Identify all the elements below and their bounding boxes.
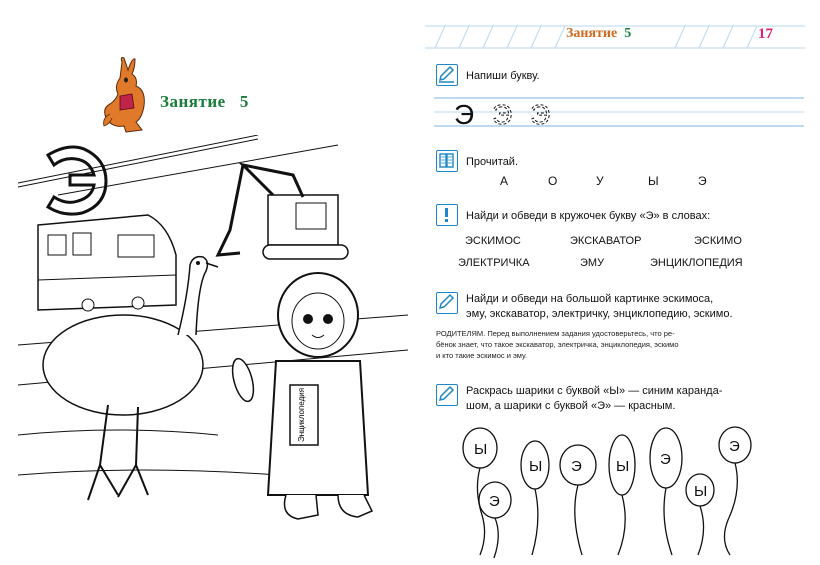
- task-write-instruction: Напиши букву.: [466, 70, 540, 82]
- pencil-task-icon: [436, 292, 458, 314]
- balloon-3[interactable]: [521, 441, 549, 555]
- svg-text:Ы: Ы: [474, 441, 488, 458]
- balloons-area: [450, 420, 800, 560]
- write-letter-sample: Э: [454, 99, 475, 130]
- svg-text:Э: Э: [571, 458, 582, 475]
- exclamation-task-icon: [436, 204, 458, 226]
- write-letter-trace-1: Э: [492, 99, 513, 130]
- read-letter: О: [548, 174, 558, 188]
- lesson-title: Занятие 5: [160, 92, 249, 111]
- header-lesson-title: Занятие 5: [566, 26, 632, 41]
- book-task-icon: [436, 150, 458, 172]
- svg-text:Э: Э: [660, 451, 671, 468]
- word-item: ЭСКИМОС: [465, 235, 521, 247]
- kangaroo-mascot: [102, 56, 154, 134]
- read-letter: А: [500, 174, 509, 188]
- pencil-task-icon: [436, 64, 458, 86]
- balloon-4[interactable]: [560, 445, 596, 555]
- coloring-illustration: [18, 135, 408, 555]
- pencil-task-icon: [436, 384, 458, 406]
- word-item: ЭКСКАВАТОР: [570, 235, 642, 247]
- svg-text:Э: Э: [489, 493, 500, 510]
- read-letter: Э: [698, 174, 707, 188]
- svg-text:Э: Э: [729, 438, 740, 455]
- balloon-5[interactable]: [609, 435, 635, 555]
- balloon-6[interactable]: [650, 428, 682, 555]
- excavator-drawing: [218, 165, 348, 259]
- task-read-instruction: Прочитай.: [466, 156, 519, 168]
- big-letter-e: [48, 147, 106, 214]
- svg-text:Ы: Ы: [694, 483, 708, 500]
- task-find-picture-text: Найди и обведи на большой картинке эскимоса, эму, экскаватор, электричку, энциклопедию, эскимо.: [466, 293, 733, 320]
- word-item: ЭЛЕКТРИЧКА: [458, 257, 530, 269]
- writing-lines: [434, 94, 804, 130]
- parents-note: РОДИТЕЛЯМ. Перед выполнением задания удостоверьтесь, что ре- бёнок знает, что такое экскаватор, электричка, энциклопедия, эскимо и кто такие эскимос и эму.: [436, 329, 679, 360]
- book-spine-label: Энциклопедия: [297, 387, 306, 443]
- task-find-words-instruction: Найди и обведи в кружочек букву «Э» в словах:: [466, 210, 711, 222]
- word-item: ЭМУ: [580, 257, 605, 269]
- page-number: 17: [758, 26, 773, 42]
- right-page: [410, 0, 820, 565]
- word-item: ЭНЦИКЛОПЕДИЯ: [650, 257, 743, 269]
- task-color-text: Раскрась шарики с буквой «Ы» — синим каранда- шом, а шарики с буквой «Э» — красным.: [466, 385, 723, 412]
- balloon-8[interactable]: [719, 427, 751, 555]
- train-drawing: [38, 215, 176, 311]
- eskimo-child-drawing: [229, 273, 372, 519]
- read-letter: Ы: [648, 174, 659, 188]
- svg-text:Ы: Ы: [529, 458, 543, 475]
- write-letter-trace-2: Э: [530, 99, 551, 130]
- word-item: ЭСКИМО: [694, 235, 742, 247]
- svg-text:Ы: Ы: [616, 458, 630, 475]
- read-letter: У: [596, 174, 604, 188]
- balloon-7[interactable]: [686, 474, 714, 555]
